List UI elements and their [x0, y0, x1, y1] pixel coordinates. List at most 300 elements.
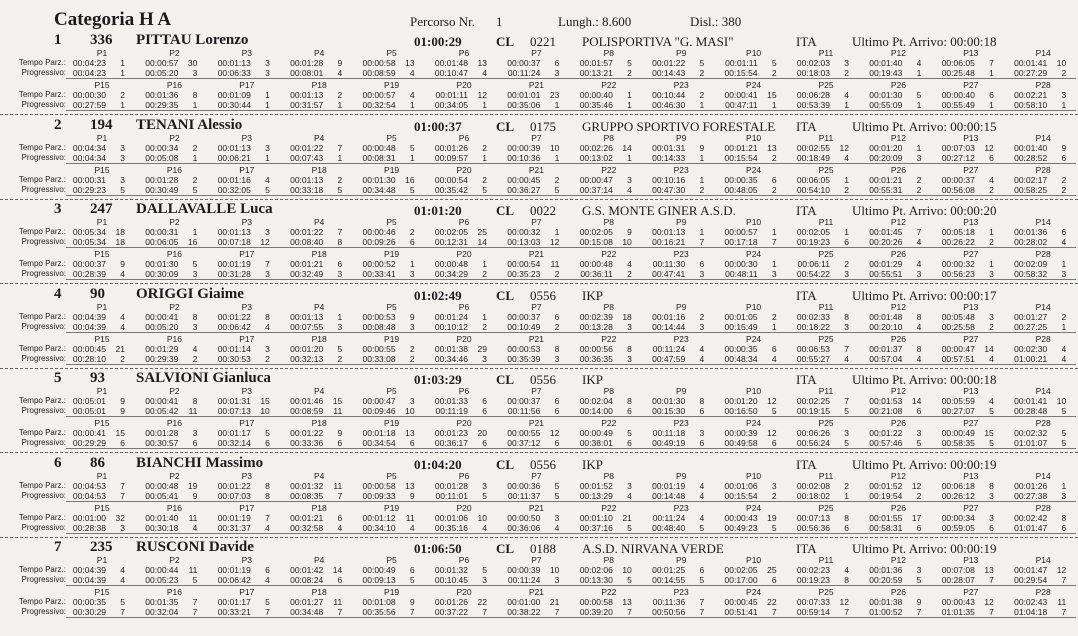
checkpoint-header: P25 [818, 418, 834, 428]
split-cell [416, 227, 494, 237]
last-point-time: Ultimo Pt. Arrivo: 00:00:15 [852, 118, 997, 134]
split-cell [488, 607, 566, 617]
split-rank: 6 [337, 575, 343, 585]
split-rank: 4 [916, 58, 922, 68]
split-cell [561, 523, 639, 533]
checkpoint-header: P17 [239, 249, 255, 259]
split-cell [706, 237, 784, 247]
split-rank: 4 [120, 321, 125, 332]
split-rank: 2 [771, 68, 777, 78]
split-time: 00:19:43 [869, 68, 903, 78]
split-time: 00:13:03 [507, 237, 541, 247]
split-time: 00:46:30 [652, 100, 686, 110]
split-cell [561, 153, 639, 163]
split-rank: 8 [554, 343, 560, 354]
progressivo-label: Progressivo: [21, 269, 66, 278]
last-point-time: Ultimo Pt. Arrivo: 00:00:17 [852, 287, 997, 303]
checkpoint-header: P18 [311, 587, 327, 597]
split-rank: 2 [699, 311, 705, 322]
split-rank: 8 [699, 396, 705, 406]
split-cell [416, 68, 494, 78]
split-cell [778, 237, 856, 247]
split-cell [344, 575, 422, 585]
split-rank: 9 [337, 58, 343, 68]
split-cell [488, 575, 566, 585]
split-cell [344, 607, 422, 617]
split-rank: 3 [192, 68, 198, 78]
split-time: 00:00:35 [724, 343, 758, 354]
split-time: 00:04:53 [72, 490, 106, 501]
split-rank: 9 [337, 428, 343, 438]
split-rank: 4 [1061, 343, 1067, 354]
checkpoint-header: P6 [458, 470, 470, 481]
split-rank: 1 [844, 490, 849, 501]
checkpoint-header: P15 [94, 249, 110, 259]
course-elevation: Disl.: 380 [690, 14, 742, 29]
split-time: 00:00:47 [579, 174, 613, 185]
split-time: 00:00:53 [507, 343, 541, 354]
checkpoint-header: P10 [746, 132, 762, 143]
split-cell [923, 143, 1001, 153]
split-rank: 2 [699, 184, 705, 195]
checkpoint-header: P12 [890, 470, 906, 481]
progressivo-label: Progressivo: [21, 575, 66, 584]
progressivo-label: Progressivo: [21, 100, 66, 109]
split-rank: 2 [771, 490, 777, 501]
checkpoint-header: P28 [1035, 164, 1051, 175]
split-time: 00:04:23 [72, 68, 106, 78]
split-time: 00:00:44 [145, 565, 179, 575]
split-cell [54, 175, 132, 185]
split-cell [561, 237, 639, 247]
split-rank: 18 [115, 237, 125, 247]
split-time: 00:01:28 [434, 480, 468, 491]
checkpoint-header: P25 [818, 249, 834, 259]
split-cell [54, 100, 132, 110]
athlete-name: PITTAU Lorenzo [136, 32, 249, 48]
split-rank: 1 [482, 100, 487, 110]
checkpoint-header: P16 [166, 80, 182, 90]
split-time: 00:01:17 [217, 428, 251, 438]
last-point-time: Ultimo Pt. Arrivo: 00:00:19 [852, 456, 997, 472]
split-rank: 1 [771, 259, 777, 269]
split-rank: 7 [1061, 607, 1067, 617]
split-cell [488, 185, 566, 195]
split-time: 00:01:28 [290, 58, 324, 68]
split-time: 00:07:08 [941, 565, 975, 575]
split-time: 00:01:00 [507, 597, 541, 607]
nationality: ITA [796, 541, 817, 556]
checkpoint-header: P19 [384, 80, 400, 90]
split-time: 00:30:09 [145, 269, 179, 279]
split-cell [633, 597, 711, 607]
split-cell [344, 322, 422, 332]
split-cell [126, 185, 204, 195]
split-rank: 1 [482, 259, 487, 269]
split-time: 00:56:36 [796, 522, 830, 533]
split-rank: 5 [482, 565, 487, 575]
split-time: 00:28:02 [1014, 237, 1048, 247]
split-time: 00:37:14 [579, 184, 613, 195]
split-rank: 7 [337, 142, 343, 153]
split-time: 00:00:34 [941, 512, 975, 523]
split-time: 00:01:24 [434, 311, 468, 322]
split-cell [271, 237, 349, 247]
split-time: 00:00:47 [362, 396, 396, 406]
checkpoint-header: P13 [963, 470, 979, 481]
split-time: 00:27:29 [1014, 68, 1048, 78]
split-cell [344, 58, 422, 68]
club-name: IKP [582, 287, 603, 303]
split-rank: 4 [265, 575, 270, 585]
split-time: 00:01:13 [652, 227, 686, 237]
row-divider [66, 78, 1076, 79]
athlete-rank: 7 [54, 539, 62, 555]
split-time: 00:02:04 [579, 396, 613, 406]
split-rank: 6 [482, 438, 487, 448]
split-time: 00:18:22 [796, 321, 830, 332]
checkpoint-header: P28 [1035, 587, 1051, 597]
checkpoint-header: P22 [601, 164, 617, 175]
split-rank: 13 [984, 565, 994, 575]
split-cell [126, 513, 204, 523]
split-cell [706, 513, 784, 523]
split-time: 00:50:56 [652, 607, 686, 617]
last-point-time: Ultimo Pt. Arrivo: 00:00:19 [852, 541, 997, 556]
last-point-time: Ultimo Pt. Arrivo: 00:00:20 [852, 203, 997, 218]
split-cell [995, 597, 1073, 607]
split-rank: 4 [409, 90, 415, 100]
split-cell [850, 481, 928, 491]
split-cell [923, 513, 1001, 523]
split-cell [344, 90, 422, 100]
percorso-number: 1 [496, 14, 503, 29]
checkpoint-header: P13 [963, 555, 979, 565]
split-rank: 5 [771, 522, 777, 533]
split-rank: 4 [916, 321, 922, 332]
split-rank: 4 [265, 522, 270, 533]
checkpoint-header: P17 [239, 164, 255, 175]
split-rank: 30 [187, 58, 198, 68]
split-rank: 3 [627, 480, 632, 491]
split-rank: 2 [989, 184, 994, 195]
split-cell [561, 607, 639, 617]
checkpoint-header: P26 [890, 80, 906, 90]
block-separator [0, 452, 1078, 453]
split-rank: 2 [627, 269, 632, 279]
checkpoint-header: P4 [313, 48, 325, 58]
checkpoint-header: P18 [311, 502, 327, 513]
split-rank: 3 [120, 142, 125, 153]
split-cell [850, 428, 928, 438]
split-time: 00:14:44 [652, 321, 686, 332]
split-cell [850, 406, 928, 416]
split-time: 00:05:59 [941, 396, 975, 406]
checkpoint-header: P7 [531, 301, 542, 312]
split-cell [416, 143, 494, 153]
checkpoint-header: P11 [818, 470, 834, 481]
split-cell [995, 354, 1073, 364]
split-rank: 1 [627, 90, 632, 100]
split-cell [923, 58, 1001, 68]
split-cell [778, 565, 856, 575]
club-name: POLISPORTIVA "G. MASI" [582, 34, 734, 49]
split-rank: 9 [699, 142, 705, 153]
split-time: 00:01:48 [434, 58, 468, 68]
split-rank: 2 [409, 227, 415, 237]
club-code: 0556 [530, 456, 556, 472]
split-cell [706, 227, 784, 237]
split-time: 00:28:38 [72, 522, 106, 533]
split-rank: 1 [554, 227, 560, 237]
split-time: 00:01:16 [652, 311, 686, 322]
split-time: 00:20:59 [869, 575, 903, 585]
split-rank: 21 [115, 343, 125, 354]
split-cell [706, 153, 784, 163]
split-time: 00:02:05 [796, 227, 830, 237]
checkpoint-header: P16 [166, 587, 182, 597]
split-rank: 7 [844, 607, 849, 617]
nationality: ITA [796, 456, 817, 472]
checkpoint-header: P15 [94, 333, 110, 344]
split-cell [199, 565, 277, 575]
split-rank: 3 [771, 269, 777, 279]
split-cell [850, 175, 928, 185]
split-rank: 6 [844, 237, 849, 247]
split-time: 00:01:31 [652, 142, 686, 153]
split-time: 00:32:05 [217, 184, 251, 195]
split-rank: 6 [989, 522, 994, 533]
split-time: 00:47:30 [652, 184, 686, 195]
split-time: 00:00:37 [507, 58, 541, 68]
split-time: 00:05:20 [145, 68, 179, 78]
split-cell [126, 58, 204, 68]
split-cell [706, 259, 784, 269]
split-rank: 7 [337, 607, 343, 617]
split-time: 00:11:37 [507, 490, 541, 501]
split-cell [344, 259, 422, 269]
athlete-block [0, 539, 1078, 621]
split-cell [488, 259, 566, 269]
split-time: 00:19:23 [796, 575, 830, 585]
split-cell [561, 597, 639, 607]
split-rank: 6 [627, 406, 632, 416]
split-cell [778, 575, 856, 585]
checkpoint-header: P21 [528, 80, 544, 90]
split-rank: 9 [409, 490, 415, 501]
split-rank: 4 [120, 565, 125, 575]
split-time: 00:01:14 [217, 343, 251, 354]
split-cell [923, 597, 1001, 607]
split-cell [995, 607, 1073, 617]
split-cell [199, 438, 277, 448]
split-cell [561, 396, 639, 406]
split-rank: 7 [337, 490, 343, 501]
checkpoint-header: P19 [384, 333, 400, 344]
split-cell [706, 175, 784, 185]
split-time: 00:26:22 [941, 237, 975, 247]
block-separator [0, 537, 1078, 538]
checkpoint-header: P5 [386, 470, 397, 481]
split-rank: 6 [409, 565, 415, 575]
split-rank: 6 [409, 237, 415, 247]
split-time: 00:01:22 [652, 58, 686, 68]
split-time: 01:01:35 [941, 607, 975, 617]
split-time: 00:01:28 [145, 428, 179, 438]
split-time: 00:00:55 [362, 343, 396, 354]
checkpoint-header: P1 [96, 555, 108, 565]
split-time: 00:34:10 [362, 522, 396, 533]
split-cell [488, 58, 566, 68]
split-rank: 3 [1061, 90, 1067, 100]
split-rank: 6 [844, 522, 849, 533]
split-time: 00:35:16 [434, 522, 468, 533]
checkpoint-header: P23 [673, 164, 689, 175]
split-rank: 5 [554, 490, 560, 501]
split-time: 00:04:39 [72, 321, 106, 332]
split-time: 00:01:01 [507, 90, 541, 100]
split-time: 00:01:06 [724, 480, 758, 491]
split-cell [488, 322, 566, 332]
split-cell [54, 491, 132, 501]
split-time: 00:20:26 [869, 237, 903, 247]
split-rank: 5 [265, 597, 270, 607]
split-rank: 3 [916, 152, 922, 163]
split-time: 00:11:18 [652, 428, 686, 438]
checkpoint-header: P26 [890, 249, 906, 259]
checkpoint-header: P24 [746, 249, 762, 259]
club-name: G.S. MONTE GINER A.S.D. [582, 203, 736, 218]
split-time: 00:37:16 [579, 522, 613, 533]
split-cell [995, 322, 1073, 332]
split-rank: 2 [1061, 311, 1067, 322]
checkpoint-header: P21 [528, 249, 544, 259]
checkpoint-header: P26 [890, 587, 906, 597]
split-time: 00:07:13 [217, 406, 251, 416]
split-time: 00:01:19 [217, 565, 251, 575]
split-cell [54, 58, 132, 68]
checkpoint-header: P12 [890, 555, 906, 565]
split-cell [778, 406, 856, 416]
split-cell [995, 428, 1073, 438]
athlete-class: CL [496, 118, 515, 134]
split-cell [778, 90, 856, 100]
checkpoint-header: P6 [458, 132, 470, 143]
split-cell [706, 100, 784, 110]
split-time: 00:37:22 [434, 607, 468, 617]
split-rank: 2 [120, 353, 125, 364]
split-rank: 3 [120, 174, 125, 185]
split-rank: 10 [549, 142, 560, 153]
split-cell [995, 575, 1073, 585]
split-cell [271, 90, 349, 100]
split-rank: 3 [989, 269, 994, 279]
split-rank: 3 [989, 490, 994, 501]
split-cell [706, 322, 784, 332]
split-rank: 5 [554, 480, 560, 491]
split-cell [778, 597, 856, 607]
checkpoint-header: P3 [241, 386, 252, 396]
split-rank: 3 [1061, 490, 1067, 501]
split-cell [923, 153, 1001, 163]
tempo-label: Tempo Parz.: [18, 597, 66, 606]
split-cell [923, 396, 1001, 406]
split-time: 00:01:19 [217, 512, 251, 523]
split-cell [271, 438, 349, 448]
split-time: 00:00:34 [145, 142, 179, 153]
checkpoint-header: P6 [458, 217, 470, 227]
checkpoint-header: P21 [528, 418, 544, 428]
split-cell [416, 565, 494, 575]
athlete-bib: 90 [90, 285, 105, 302]
split-rank: 6 [554, 58, 560, 68]
split-cell [561, 438, 639, 448]
split-rank: 15 [260, 396, 270, 406]
split-cell [271, 406, 349, 416]
split-rank: 5 [482, 490, 487, 501]
split-time: 00:00:56 [579, 343, 613, 354]
split-time: 00:02:09 [1014, 259, 1048, 269]
checkpoint-header: P28 [1035, 333, 1051, 344]
split-rank: 2 [192, 174, 198, 185]
split-time: 00:05:34 [72, 227, 106, 237]
split-rank: 7 [120, 607, 125, 617]
split-rank: 8 [627, 396, 632, 406]
split-rank: 2 [192, 353, 198, 364]
checkpoint-header: P19 [384, 587, 400, 597]
checkpoint-header: P26 [890, 164, 906, 175]
split-cell [778, 354, 856, 364]
split-time: 00:14:43 [652, 68, 686, 78]
split-rank: 2 [120, 90, 125, 100]
split-time: 00:58:25 [1014, 184, 1048, 195]
split-cell [126, 100, 204, 110]
row-divider [66, 364, 1076, 365]
split-cell [416, 428, 494, 438]
last-point-time: Ultimo Pt. Arrivo: 00:00:18 [852, 372, 997, 387]
split-time: 00:05:23 [145, 575, 179, 585]
split-cell [995, 523, 1073, 533]
split-rank: 2 [699, 68, 705, 78]
split-time: 00:01:10 [579, 512, 613, 523]
split-rank: 1 [265, 100, 270, 110]
split-rank: 11 [333, 480, 343, 491]
split-cell [706, 438, 784, 448]
split-cell [561, 58, 639, 68]
split-rank: 2 [844, 259, 849, 269]
split-time: 00:00:37 [941, 174, 975, 185]
split-rank: 19 [187, 480, 198, 491]
split-time: 00:01:26 [434, 142, 468, 153]
split-cell [633, 312, 711, 322]
split-rank: 5 [627, 428, 632, 438]
split-rank: 5 [554, 184, 560, 195]
split-rank: 4 [337, 522, 343, 533]
split-time: 00:09:46 [362, 406, 396, 416]
split-rank: 11 [333, 406, 343, 416]
split-cell [271, 575, 349, 585]
split-rank: 1 [554, 152, 560, 163]
split-cell [199, 428, 277, 438]
split-time: 00:17:00 [724, 575, 758, 585]
split-rank: 13 [622, 597, 632, 607]
split-rank: 3 [120, 522, 125, 533]
split-rank: 1 [337, 100, 343, 110]
split-time: 00:21:08 [869, 406, 903, 416]
split-time: 00:20:09 [869, 152, 903, 163]
split-cell [344, 143, 422, 153]
checkpoint-header: P20 [456, 80, 472, 90]
